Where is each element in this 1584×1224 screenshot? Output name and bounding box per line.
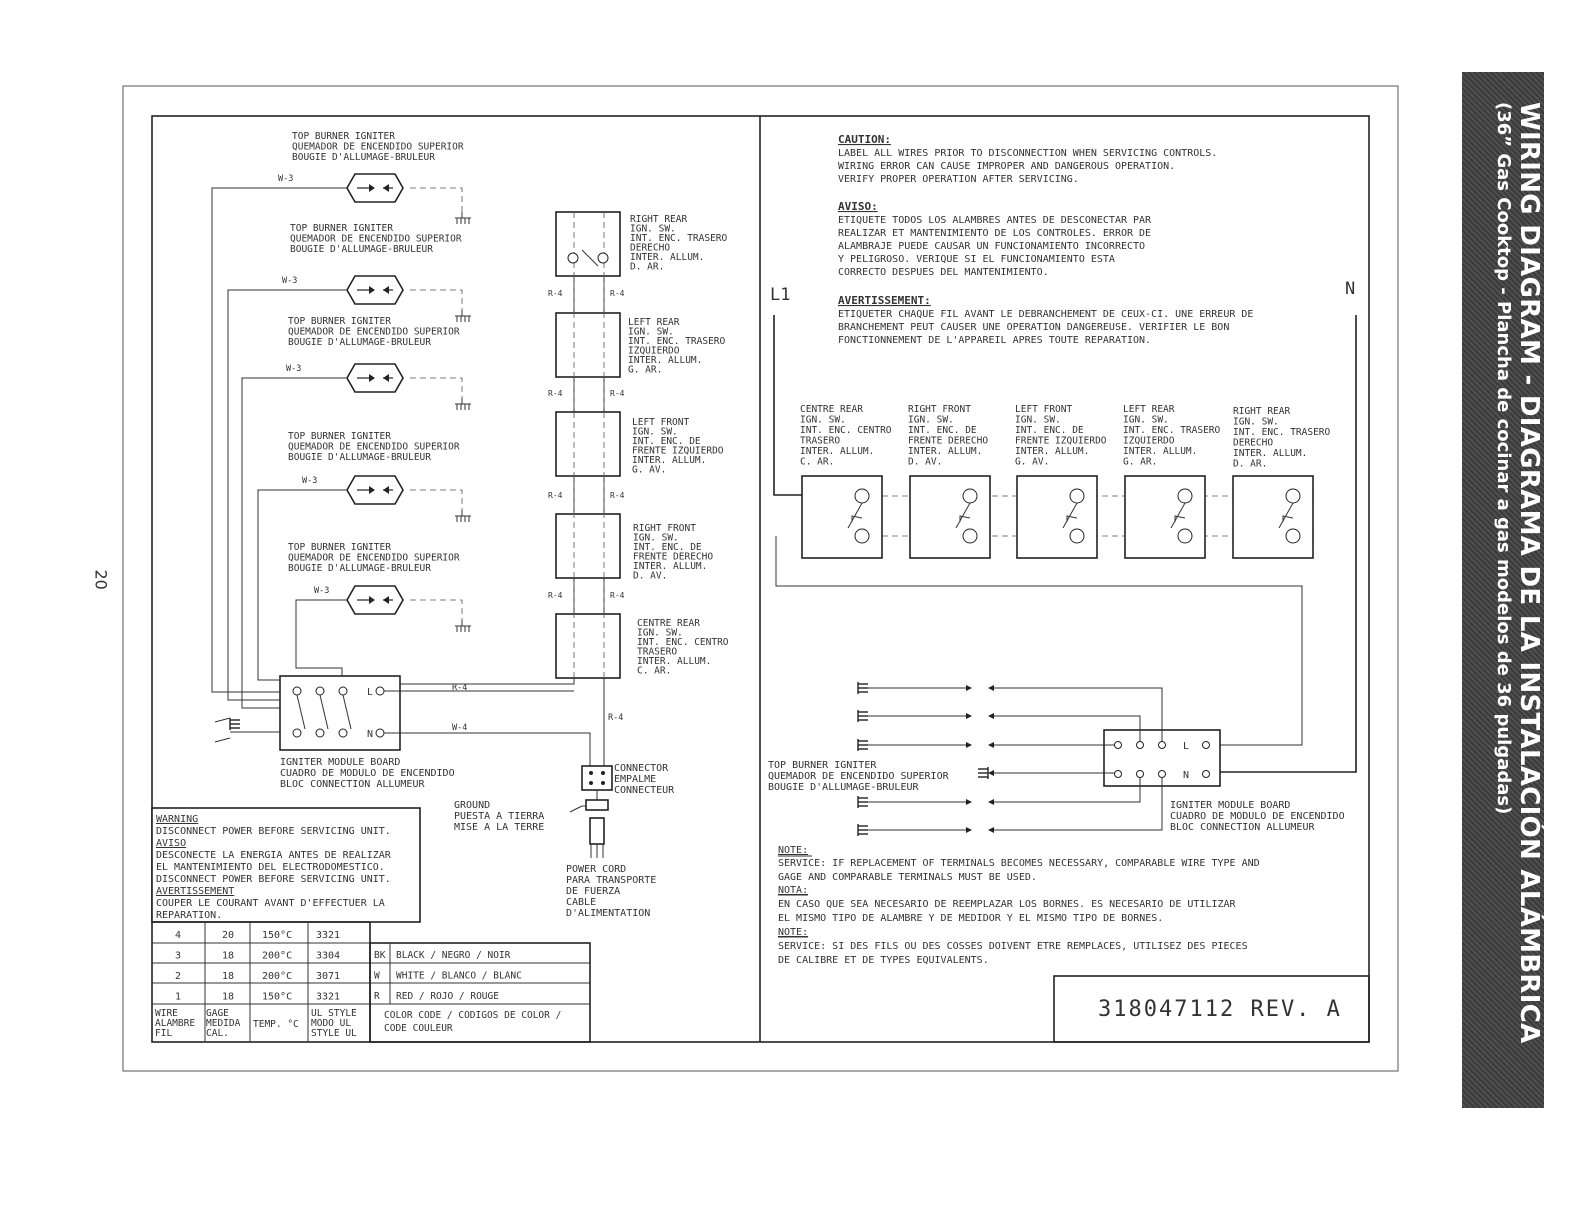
switch-label-right-line: INTER. ALLUM. [908, 446, 983, 457]
wire-r4-label: R-4 [548, 289, 563, 298]
switch-label-right-line: IGN. SW. [800, 414, 846, 426]
wire-w3-label: W-3 [286, 364, 302, 374]
note-line: SERVICE: IF REPLACEMENT OF TERMINALS BECOMES NECESSARY, COMPARABLE WIRE TYPE AND [778, 858, 1260, 869]
switch-label-left-line: INT. ENC. TRASERO [630, 233, 728, 244]
wire-table-cell: 18 [222, 950, 235, 962]
switch-label-right-line: INT. ENC. DE [908, 425, 977, 436]
note-line: EN CASO QUE SEA NECESARIO DE REEMPLAZAR LOS BORNES. ES NECESARIO DE UTILIZAR [778, 899, 1236, 910]
switch-label-left-line: INT. ENC. DE [633, 542, 702, 553]
terminal-l-label: L [367, 687, 374, 698]
wire-r4-label: R-4 [610, 389, 625, 398]
igniter-label-line: QUEMADOR DE ENCENDIDO SUPERIOR [288, 441, 460, 453]
wire-table-cell: 18 [222, 991, 235, 1003]
warning-line: WARNING [156, 814, 199, 825]
wire-r4-label: R-4 [608, 713, 624, 723]
aviso-line: CORRECTO DESPUES DEL MANTENIMIENTO. [838, 267, 1049, 278]
switch-label-left-line: FRENTE IZQUIERDO [632, 445, 724, 457]
switch-label-right-line: C. AR. [800, 456, 835, 468]
warning-line: EL MANTENIMIENTO DEL ELECTRODOMESTICO. [156, 862, 385, 873]
wire-w3-label: W-3 [314, 586, 330, 596]
top-burner-igniter-icon [347, 364, 403, 392]
switch-label-right-line: RIGHT FRONT [908, 404, 971, 415]
switch-label-right-line: CENTRE REAR [800, 404, 863, 415]
caution-line: WIRING ERROR CAN CAUSE IMPROPER AND DANGEROUS OPERATION. [838, 161, 1176, 172]
switch-label-right-line: FRENTE DERECHO [908, 435, 989, 447]
switch-label-left-line: C. AR. [637, 665, 672, 677]
wire-w4-label: W-4 [452, 723, 468, 733]
switch-label-left-line: INT. ENC. DE [632, 436, 701, 447]
igniter-label-right-line: BOUGIE D'ALLUMAGE-BRULEUR [768, 782, 919, 793]
wire-table-header: TEMP. °C [253, 1019, 299, 1030]
top-burner-igniter-icon [347, 586, 403, 614]
switch-label-left-line: IGN. SW. [628, 326, 674, 338]
switch-label-right-line: INT. ENC. CENTRO [800, 425, 892, 436]
n-label: N [1345, 279, 1356, 299]
power-cord-label-line: PARA TRANSPORTE [566, 875, 657, 886]
color-code: W [374, 970, 380, 982]
switch-label-left-line: IGN. SW. [632, 426, 678, 438]
switch-label-right-line: LEFT REAR [1123, 404, 1175, 415]
power-cord-label-line: CABLE [566, 897, 597, 908]
wire-r4-label: R-4 [610, 491, 625, 500]
igniter-label-line: BOUGIE D'ALLUMAGE-BRULEUR [292, 152, 435, 163]
ground-label-line: GROUND [454, 800, 491, 811]
igniter-label-line: TOP BURNER IGNITER [288, 542, 391, 553]
aviso-line: REALIZAR ET MANTENIMIENTO DE LOS CONTROLES. ERROR DE [838, 228, 1152, 239]
igniter-label-line: BOUGIE D'ALLUMAGE-BRULEUR [290, 244, 433, 255]
color-name: BLACK / NEGRO / NOIR [396, 950, 511, 961]
switch-label-right-line: INTER. ALLUM. [1123, 446, 1198, 457]
wire-table-cell: 3321 [316, 930, 341, 941]
switch-label-left-line: INTER. ALLUM. [630, 252, 705, 263]
wire-table-cell: 150°C [262, 991, 293, 1003]
switch-label-left-line: G. AR. [628, 364, 663, 376]
switch-label-right-line: D. AR. [1233, 458, 1268, 470]
switch-label-right-line: DERECHO [1233, 437, 1274, 449]
igniter-label-line: TOP BURNER IGNITER [288, 316, 391, 327]
switch-label-right-line: IGN. SW. [1233, 416, 1279, 428]
wire-table-cell: 18 [222, 971, 235, 982]
switch-label-right-line: INT. ENC. TRASERO [1123, 425, 1221, 436]
switch-label-right-line: TRASERO [800, 435, 841, 447]
color-name: WHITE / BLANCO / BLANC [396, 970, 522, 982]
switch-label-right-line: FRENTE IZQUIERDO [1015, 435, 1107, 447]
igniter-module-board-left [215, 676, 590, 766]
connector-label-line: CONNECTOR [614, 763, 669, 774]
banner-title: WIRING DIAGRAM - DIAGRAMA DE LA INSTALACIÓN ALÁMBRICA [1514, 102, 1544, 1044]
module-label-left-line: CUADRO DE MODULO DE ENCENDIDO [280, 768, 455, 779]
wire-table-cell: 3071 [316, 971, 341, 982]
igniter-label-line: QUEMADOR DE ENCENDIDO SUPERIOR [292, 141, 464, 153]
power-cord-label-line: D'ALIMENTATION [566, 908, 651, 919]
igniter-label-line: BOUGIE D'ALLUMAGE-BRULEUR [288, 337, 431, 348]
switch-stack-left [400, 212, 620, 766]
switch-label-right-line: INTER. ALLUM. [1233, 448, 1308, 459]
switch-label-left-line: RIGHT FRONT [633, 523, 696, 534]
switch-label-left-line: IGN. SW. [637, 627, 683, 639]
connector-label-line: CONNECTEUR [614, 785, 675, 796]
module-label-right-line: IGNITER MODULE BOARD [1170, 800, 1291, 811]
switch-label-right-line: G. AV. [1015, 456, 1050, 468]
top-burner-igniter-icon [347, 276, 403, 304]
power-cord-label-line: POWER CORD [566, 864, 627, 875]
igniter-label-line: QUEMADOR DE ENCENDIDO SUPERIOR [288, 326, 460, 338]
color-code: R [374, 991, 380, 1002]
top-burner-igniter-icon [347, 174, 403, 202]
page-number: 20 [91, 569, 111, 590]
note-line: GAGE AND COMPARABLE TERMINALS MUST BE USED. [778, 872, 1037, 883]
ignition-switch-box [1017, 476, 1097, 558]
switch-label-right-line: INTER. ALLUM. [800, 446, 875, 457]
switch-label-right-line: G. AR. [1123, 456, 1158, 468]
wire-r4-label: R-4 [452, 683, 468, 693]
switch-label-right-line: D. AV. [908, 456, 943, 468]
part-number: 318047112 REV. A [1098, 997, 1342, 1022]
switch-label-left-line: FRENTE DERECHO [633, 551, 714, 563]
note-line: NOTE: [778, 845, 809, 856]
wire-r4-label: R-4 [610, 289, 625, 298]
ground-label-line: MISE A LA TERRE [454, 822, 545, 833]
wire-table-header: ALAMBRE [155, 1018, 196, 1029]
aviso-line: ALAMBRAJE PUEDE CAUSAR UN FUNCIONAMIENTO INCORRECTO [838, 241, 1146, 252]
wire-w3-label: W-3 [278, 174, 294, 184]
switch-label-left-line: INT. ENC. CENTRO [637, 637, 729, 648]
ignition-switch-box [1233, 476, 1313, 558]
power-cord-label-line: DE FUERZA [566, 886, 621, 897]
connector-and-power-cord [570, 766, 612, 858]
igniter-label-line: QUEMADOR DE ENCENDIDO SUPERIOR [288, 552, 460, 564]
switch-label-right-line: IGN. SW. [908, 414, 954, 426]
igniter-label-right-line: TOP BURNER IGNITER [768, 760, 877, 771]
wire-r4-label: R-4 [548, 389, 563, 398]
banner-subtitle: (36” Gas Cooktop - Plancha de cocinar a gas modelos de 36 pulgadas) [1493, 102, 1514, 815]
wire-table-cell: 4 [175, 930, 182, 941]
module-label-left-line: IGNITER MODULE BOARD [280, 757, 401, 768]
color-table-header: COLOR CODE / CODIGOS DE COLOR / [384, 1010, 562, 1021]
wire-table-cell: 3304 [316, 950, 341, 962]
switch-label-left-line: DERECHO [630, 242, 671, 254]
ignition-switch-box [910, 476, 990, 558]
color-code: BK [374, 950, 386, 961]
switch-label-right-line: IGN. SW. [1015, 414, 1061, 426]
switch-label-left-line: IZQUIERDO [628, 345, 680, 357]
wire-r4-label: R-4 [548, 491, 563, 500]
switch-label-left-line: INTER. ALLUM. [632, 455, 707, 466]
switch-label-left-line: D. AV. [633, 570, 668, 582]
wire-table-header: WIRE [155, 1008, 178, 1019]
switch-label-right-line: RIGHT REAR [1233, 406, 1291, 417]
igniter-label-line: BOUGIE D'ALLUMAGE-BRULEUR [288, 563, 431, 574]
switch-label-right-line: INT. ENC. TRASERO [1233, 427, 1331, 438]
avertissement-line: FONCTIONNEMENT DE L'APPAREIL APRES TOUTE REPARATION. [838, 335, 1152, 346]
wire-table-header: MODO UL [311, 1018, 352, 1029]
wire-table-cell: 200°C [262, 971, 293, 982]
wire-table-cell: 20 [222, 930, 235, 941]
warning-line: DISCONNECT POWER BEFORE SERVICING UNIT. [156, 826, 391, 837]
wire-table-header: MEDIDA [206, 1018, 241, 1029]
switch-label-left-line: LEFT FRONT [632, 417, 690, 428]
caution-title: CAUTION: [838, 133, 891, 146]
warning-line: DISCONNECT POWER BEFORE SERVICING UNIT. [156, 874, 391, 885]
igniter-label-line: TOP BURNER IGNITER [292, 131, 395, 142]
igniter-label-line: BOUGIE D'ALLUMAGE-BRULEUR [288, 452, 431, 463]
warning-and-tables [152, 808, 590, 1042]
avertissement-line: ETIQUETER CHAQUE FIL AVANT LE DEBRANCHEMENT DE CEUX-CI. UNE ERREUR DE [838, 309, 1254, 320]
color-name: RED / ROJO / ROUGE [396, 991, 499, 1002]
note-line: NOTA: [778, 885, 809, 896]
connector-label-line: EMPALME [614, 774, 657, 785]
module-label-left-line: BLOC CONNECTION ALLUMEUR [280, 779, 425, 790]
switch-label-left-line: D. AR. [630, 261, 665, 273]
module-label-right-line: BLOC CONNECTION ALLUMEUR [1170, 822, 1315, 833]
wire-table-header: STYLE UL [311, 1028, 357, 1039]
color-table-header: CODE COULEUR [384, 1023, 453, 1034]
wire-table-cell: 3321 [316, 991, 341, 1003]
aviso-line: Y PELIGROSO. VERIQUE SI EL FUNCIONAMIENTO ESTA [838, 254, 1115, 265]
aviso-line: ETIQUETE TODOS LOS ALAMBRES ANTES DE DESCONECTAR PAR [838, 215, 1152, 226]
switch-label-left-line: INTER. ALLUM. [628, 355, 703, 366]
terminal-n-label: N [367, 729, 374, 740]
l1-label: L1 [770, 285, 791, 305]
note-line: SERVICE: SI DES FILS OU DES COSSES DOIVENT ETRE REMPLACES, UTILISEZ DES PIECES [778, 941, 1248, 952]
wire-table-cell: 2 [175, 971, 182, 982]
switch-label-left-line: INT. ENC. TRASERO [628, 336, 726, 347]
aviso-title: AVISO: [838, 200, 878, 213]
igniter-label-line: TOP BURNER IGNITER [290, 223, 393, 234]
warning-line: DESCONECTE LA ENERGIA ANTES DE REALIZAR [156, 850, 391, 861]
igniter-label-line: QUEMADOR DE ENCENDIDO SUPERIOR [290, 233, 462, 245]
warning-line: REPARATION. [156, 910, 223, 921]
caution-line: VERIFY PROPER OPERATION AFTER SERVICING. [838, 174, 1079, 185]
switch-label-left-line: RIGHT REAR [630, 214, 688, 225]
wire-table-cell: 200°C [262, 950, 293, 962]
switch-label-right-line: INT. ENC. DE [1015, 425, 1084, 436]
title-banner [1462, 72, 1544, 1108]
wire-table-header: CAL. [206, 1028, 229, 1039]
switch-label-left-line: TRASERO [637, 646, 678, 658]
avertissement-title: AVERTISSEMENT: [838, 294, 931, 307]
switch-label-right-line: IGN. SW. [1123, 414, 1169, 426]
note-line: EL MISMO TIPO DE ALAMBRE Y DE MEDIDOR Y EL MISMO TIPO DE BORNES. [778, 913, 1164, 924]
note-line: NOTE: [778, 927, 809, 938]
switch-label-left-line: INTER. ALLUM. [633, 561, 708, 572]
igniter-label-line: TOP BURNER IGNITER [288, 431, 391, 442]
switch-label-left-line: CENTRE REAR [637, 618, 700, 629]
wire-table-cell: 150°C [262, 930, 293, 941]
wire-table-cell: 3 [175, 950, 182, 962]
wire-w3-label: W-3 [302, 476, 318, 486]
switch-label-right-line: IZQUIERDO [1123, 435, 1175, 447]
ignition-switch-box [1125, 476, 1205, 558]
top-burner-igniter-icon [347, 476, 403, 504]
wire-w3-label: W-3 [282, 276, 298, 286]
terminal-l-label: L [1183, 741, 1190, 752]
switch-label-right-line: LEFT FRONT [1015, 404, 1073, 415]
warning-line: AVERTISSEMENT [156, 886, 235, 897]
warning-line: COUPER LE COURANT AVANT D'EFFECTUER LA [156, 898, 385, 909]
switch-label-left-line: LEFT REAR [628, 317, 680, 328]
wire-table-cell: 1 [175, 991, 182, 1003]
switch-label-left-line: G. AV. [632, 464, 667, 476]
avertissement-line: BRANCHEMENT PEUT CAUSER UNE OPERATION DANGEREUSE. VERIFIER LE BON [838, 322, 1230, 333]
switch-label-left-line: IGN. SW. [633, 532, 679, 544]
wire-table-header: FIL [155, 1028, 173, 1039]
ignition-switch-box [802, 476, 882, 558]
terminal-n-label: N [1183, 770, 1190, 781]
igniter-label-right-line: QUEMADOR DE ENCENDIDO SUPERIOR [768, 771, 949, 782]
wire-table-header: GAGE [206, 1008, 229, 1019]
switch-label-right-line: INTER. ALLUM. [1015, 446, 1090, 457]
caution-line: LABEL ALL WIRES PRIOR TO DISCONNECTION WHEN SERVICING CONTROLS. [838, 148, 1218, 159]
module-label-right-line: CUADRO DE MODULO DE ENCENDIDO [1170, 811, 1345, 822]
warning-line: AVISO [156, 838, 187, 849]
switch-label-left-line: INTER. ALLUM. [637, 656, 712, 667]
note-line: DE CALIBRE ET DE TYPES EQUIVALENTS. [778, 955, 989, 966]
wire-table-header: UL STYLE [311, 1008, 357, 1019]
ground-label-line: PUESTA A TIERRA [454, 811, 545, 822]
wire-r4-label: R-4 [610, 591, 625, 600]
switch-label-left-line: IGN. SW. [630, 223, 676, 235]
wire-r4-label: R-4 [548, 591, 563, 600]
